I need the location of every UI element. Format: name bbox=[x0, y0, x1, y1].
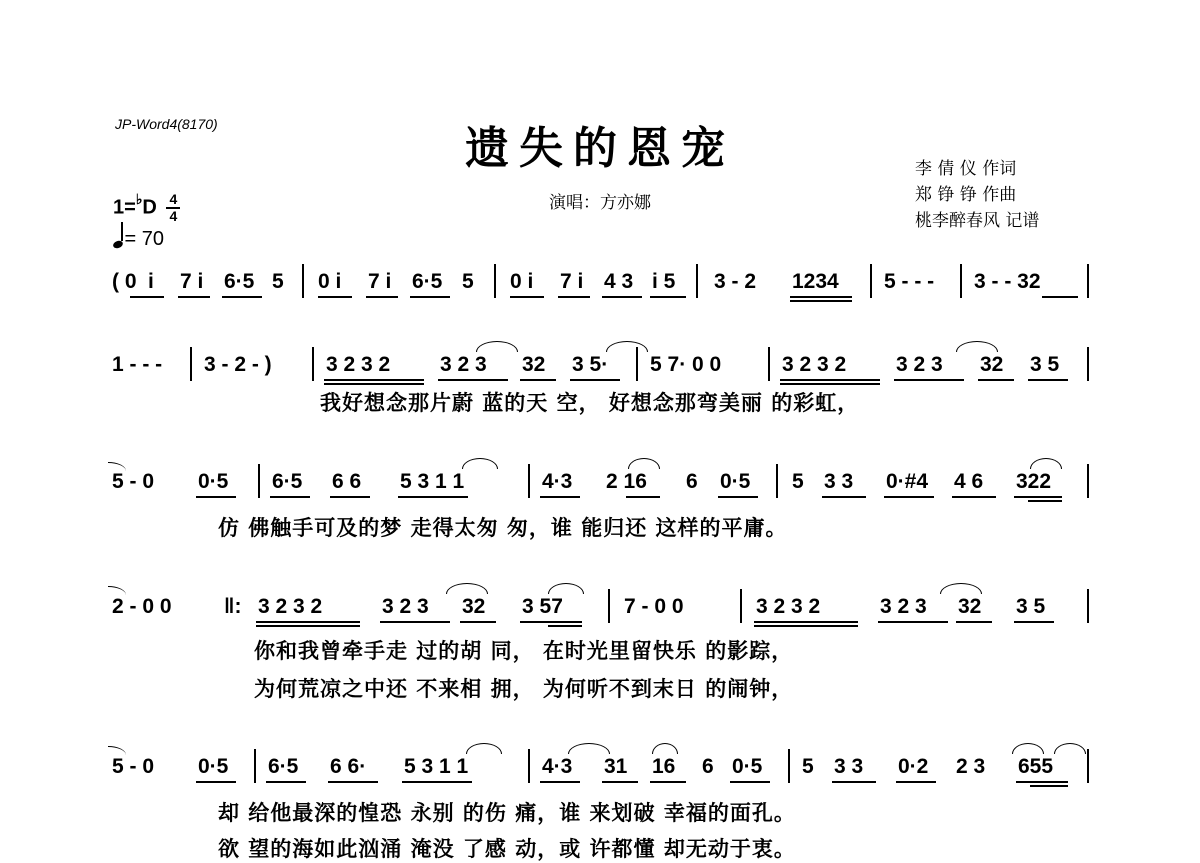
tie-mark bbox=[108, 586, 126, 595]
software-label: JP-Word4(8170) bbox=[115, 116, 218, 132]
transcriber-credit: 桃李醉春风 记谱 bbox=[915, 211, 1040, 231]
tempo-value: = 70 bbox=[124, 228, 164, 250]
lyric-line-2: 欲 望的海如此汹涌 淹没 了感 动，或 许都懂 却无动于衷。 bbox=[218, 836, 796, 861]
composer-credit: 郑 铮 铮 作曲 bbox=[915, 185, 1017, 205]
lyric-line-1: 仿 佛触手可及的梦 走得太匆 匆，谁 能归还 这样的平庸。 bbox=[218, 515, 788, 540]
time-signature bbox=[166, 193, 180, 223]
lyricist-credit: 李 倩 仪 作词 bbox=[915, 159, 1017, 179]
tie-mark bbox=[108, 746, 126, 755]
time-bottom: 4 bbox=[169, 208, 178, 225]
tie-mark bbox=[108, 462, 126, 471]
flat-symbol: ♭ bbox=[135, 191, 143, 207]
song-title: 遗失的恩宠 bbox=[465, 123, 735, 174]
quarter-note-icon bbox=[112, 240, 124, 250]
tempo-marking bbox=[113, 226, 164, 251]
credits bbox=[915, 156, 1039, 234]
lyric-line-2: 为何荒凉之中还 不来相 拥， 为何听不到末日 的闹钟， bbox=[254, 676, 794, 701]
key-note: D bbox=[142, 196, 157, 219]
lyric-line-1: 我好想念那片蔚 蓝的天 空， 好想念那弯美丽 的彩虹， bbox=[320, 390, 860, 415]
time-top: 4 bbox=[169, 191, 178, 208]
key-signature bbox=[113, 193, 180, 223]
key-prefix: 1= bbox=[113, 196, 136, 219]
singer-label: 演唱：方亦娜 bbox=[549, 193, 651, 213]
lyric-line-1: 你和我曾牵手走 过的胡 同， 在时光里留快乐 的影踪， bbox=[254, 638, 794, 663]
lyric-line-1: 却 给他最深的惶恐 永别 的伤 痛，谁 来划破 幸福的面孔。 bbox=[218, 800, 796, 825]
